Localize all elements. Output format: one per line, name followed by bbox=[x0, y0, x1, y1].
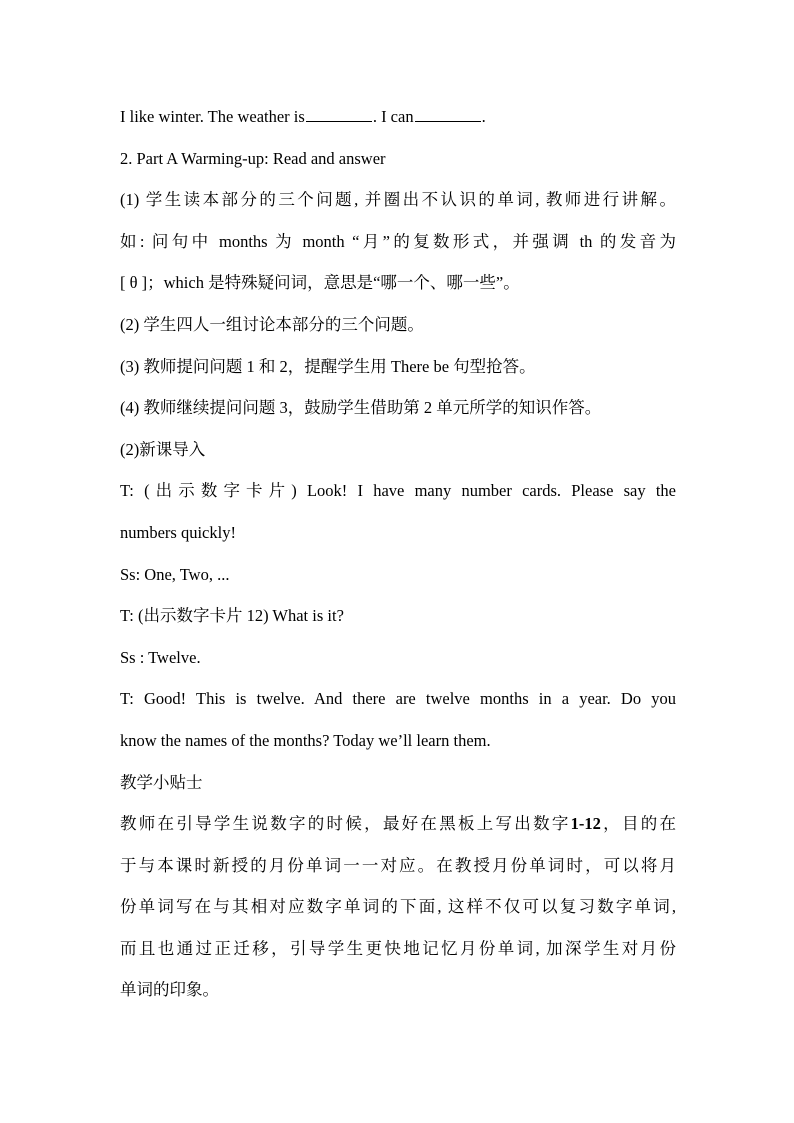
tips-paragraph-line: 单词的印象。 bbox=[120, 980, 219, 1000]
paragraph-line: 如: 问句中 months 为 month “月”的复数形式，并强调 th 的发音为 bbox=[120, 231, 676, 251]
paragraph-line: (1) 学生读本部分的三个问题, 并圈出不认识的单词, 教师进行讲解。 bbox=[120, 190, 676, 210]
tips-paragraph-line bbox=[120, 806, 676, 848]
tips-paragraph-line: 份单词写在与其相对应数字单词的下面, 这样不仅可以复习数字单词, bbox=[120, 897, 676, 917]
paragraph-line: (3) 教师提问问题 1 和 2，提醒学生用 There be 句型抢答。 bbox=[120, 356, 536, 376]
dialogue-line: T: (出示数字卡片) Look! I have many number cards. Please say the bbox=[120, 481, 676, 501]
blank-weather bbox=[306, 103, 372, 122]
dialogue-line: Ss : Twelve. bbox=[120, 647, 201, 667]
dialogue-line: Ss: One, Two, ... bbox=[120, 564, 230, 584]
dialogue-line: T: (出示数字卡片 12) What is it? bbox=[120, 606, 344, 626]
sentence-part: . I can bbox=[372, 107, 414, 126]
subsection-heading: (2)新课导入 bbox=[120, 439, 206, 459]
tips-number-range: 1-12 bbox=[570, 814, 601, 834]
sentence-part: . bbox=[481, 107, 486, 126]
tips-text: 教师在引导学生说数字的时候，最好在黑板上写出数字 bbox=[120, 814, 571, 834]
dialogue-line: numbers quickly! bbox=[120, 522, 236, 542]
dialogue-line: know the names of the months? Today we’ll learn them. bbox=[120, 730, 491, 750]
paragraph-line: (4) 教师继续提问问题 3，鼓励学生借助第 2 单元所学的知识作答。 bbox=[120, 398, 602, 418]
section-heading: 2. Part A Warming-up: Read and answer bbox=[120, 148, 386, 168]
paragraph-line: [ θ ]；which 是特殊疑问词，意思是“哪一个、哪一些”。 bbox=[120, 273, 520, 293]
tips-paragraph-line: 于与本课时新授的月份单词一一对应。在教授月份单词时，可以将月 bbox=[120, 855, 676, 875]
dialogue-line: T: Good! This is twelve. And there are twelve months in a year. Do you bbox=[120, 689, 676, 709]
blank-activity bbox=[415, 103, 481, 122]
tips-text: ，目的在 bbox=[600, 814, 676, 834]
tips-paragraph-line: 而且也通过正迁移，引导学生更快地记忆月份单词, 加深学生对月份 bbox=[120, 938, 676, 958]
tips-heading: 教学小贴士 bbox=[120, 772, 203, 792]
sentence-part: I like winter. The weather is bbox=[120, 107, 305, 126]
paragraph-line: (2) 学生四人一组讨论本部分的三个问题。 bbox=[120, 314, 424, 334]
document-body bbox=[120, 99, 676, 1014]
fill-in-sentence bbox=[120, 99, 676, 141]
